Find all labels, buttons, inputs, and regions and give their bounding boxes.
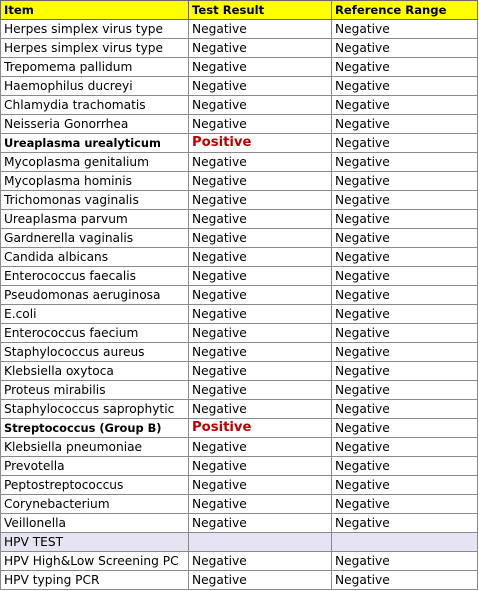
item-cell[interactable]: Veillonella <box>1 514 189 533</box>
reference-cell[interactable]: Negative <box>332 419 478 438</box>
item-cell[interactable]: Trichomonas vaginalis <box>1 191 189 210</box>
table-row <box>1 191 478 210</box>
result-cell[interactable]: Negative <box>189 153 332 172</box>
item-cell[interactable]: Enterococcus faecalis <box>1 267 189 286</box>
item-cell[interactable]: HPV TEST <box>1 533 189 552</box>
reference-cell[interactable]: Negative <box>332 210 478 229</box>
section-row <box>1 533 478 552</box>
result-cell[interactable]: Negative <box>189 115 332 134</box>
item-cell[interactable]: Ureaplasma parvum <box>1 210 189 229</box>
reference-cell[interactable] <box>332 533 478 552</box>
result-cell[interactable]: Negative <box>189 96 332 115</box>
item-cell[interactable]: Staphylococcus saprophytic <box>1 400 189 419</box>
item-cell[interactable]: Candida albicans <box>1 248 189 267</box>
table-row <box>1 229 478 248</box>
reference-cell[interactable]: Negative <box>332 286 478 305</box>
table-row <box>1 514 478 533</box>
item-cell[interactable]: HPV High&Low Screening PC <box>1 552 189 571</box>
item-cell[interactable]: Herpes simplex virus type <box>1 20 189 39</box>
item-cell[interactable]: Staphylococcus aureus <box>1 343 189 362</box>
result-cell[interactable]: Negative <box>189 457 332 476</box>
reference-cell[interactable]: Negative <box>332 134 478 153</box>
table-row <box>1 134 478 153</box>
reference-cell[interactable]: Negative <box>332 153 478 172</box>
reference-cell[interactable]: Negative <box>332 438 478 457</box>
table-row <box>1 305 478 324</box>
table-row <box>1 324 478 343</box>
item-cell[interactable]: Trepomema pallidum <box>1 58 189 77</box>
reference-cell[interactable]: Negative <box>332 58 478 77</box>
table-row <box>1 495 478 514</box>
result-cell[interactable]: Negative <box>189 438 332 457</box>
item-cell[interactable]: Proteus mirabilis <box>1 381 189 400</box>
column-header-test-result[interactable]: Test Result <box>189 1 332 20</box>
result-cell[interactable]: Negative <box>189 210 332 229</box>
table-row <box>1 248 478 267</box>
result-cell[interactable]: Positive <box>189 134 332 153</box>
reference-cell[interactable]: Negative <box>332 381 478 400</box>
table-row <box>1 552 478 571</box>
reference-cell[interactable]: Negative <box>332 172 478 191</box>
result-cell[interactable]: Negative <box>189 172 332 191</box>
reference-cell[interactable]: Negative <box>332 115 478 134</box>
result-cell[interactable]: Negative <box>189 191 332 210</box>
item-cell[interactable]: Mycoplasma hominis <box>1 172 189 191</box>
reference-cell[interactable]: Negative <box>332 305 478 324</box>
table-row <box>1 77 478 96</box>
table-body <box>1 20 478 590</box>
result-cell[interactable]: Negative <box>189 229 332 248</box>
result-cell[interactable]: Negative <box>189 20 332 39</box>
item-cell[interactable]: Herpes simplex virus type <box>1 39 189 58</box>
result-cell[interactable]: Negative <box>189 305 332 324</box>
table-row <box>1 39 478 58</box>
table-row <box>1 476 478 495</box>
reference-cell[interactable]: Negative <box>332 39 478 58</box>
reference-cell[interactable]: Negative <box>332 20 478 39</box>
result-cell[interactable]: Negative <box>189 552 332 571</box>
result-cell[interactable]: Negative <box>189 77 332 96</box>
item-cell[interactable]: Neisseria Gonorrhea <box>1 115 189 134</box>
reference-cell[interactable]: Negative <box>332 248 478 267</box>
reference-cell[interactable]: Negative <box>332 191 478 210</box>
table-row <box>1 286 478 305</box>
table-row <box>1 400 478 419</box>
reference-cell[interactable]: Negative <box>332 476 478 495</box>
table-row <box>1 457 478 476</box>
result-cell[interactable]: Negative <box>189 39 332 58</box>
item-cell[interactable]: E.coli <box>1 305 189 324</box>
reference-cell[interactable]: Negative <box>332 457 478 476</box>
result-cell[interactable] <box>189 533 332 552</box>
item-cell[interactable]: Prevotella <box>1 457 189 476</box>
table-row <box>1 343 478 362</box>
reference-cell[interactable]: Negative <box>332 552 478 571</box>
item-cell[interactable]: Pseudomonas aeruginosa <box>1 286 189 305</box>
reference-cell[interactable]: Negative <box>332 229 478 248</box>
result-cell[interactable]: Negative <box>189 343 332 362</box>
item-cell[interactable]: Peptostreptococcus <box>1 476 189 495</box>
reference-cell[interactable]: Negative <box>332 77 478 96</box>
result-cell[interactable]: Negative <box>189 58 332 77</box>
item-cell[interactable]: Gardnerella vaginalis <box>1 229 189 248</box>
result-cell[interactable]: Negative <box>189 400 332 419</box>
reference-cell[interactable]: Negative <box>332 362 478 381</box>
table-row <box>1 172 478 191</box>
item-cell[interactable]: Enterococcus faecium <box>1 324 189 343</box>
reference-cell[interactable]: Negative <box>332 514 478 533</box>
reference-cell[interactable]: Negative <box>332 343 478 362</box>
column-header-reference-range[interactable]: Reference Range <box>332 1 478 20</box>
table-row <box>1 96 478 115</box>
table-row <box>1 210 478 229</box>
table-header <box>1 1 478 20</box>
item-cell[interactable]: Chlamydia trachomatis <box>1 96 189 115</box>
reference-cell[interactable]: Negative <box>332 96 478 115</box>
table-row <box>1 571 478 590</box>
table-row <box>1 20 478 39</box>
result-cell[interactable]: Negative <box>189 324 332 343</box>
item-cell[interactable]: Klebsiella oxytoca <box>1 362 189 381</box>
table-row <box>1 267 478 286</box>
result-cell[interactable]: Negative <box>189 248 332 267</box>
table-row <box>1 381 478 400</box>
result-cell[interactable]: Negative <box>189 514 332 533</box>
result-cell[interactable]: Negative <box>189 286 332 305</box>
item-cell[interactable]: Haemophilus ducreyi <box>1 77 189 96</box>
table-row <box>1 115 478 134</box>
result-cell[interactable]: Negative <box>189 362 332 381</box>
item-cell[interactable]: Klebsiella pneumoniae <box>1 438 189 457</box>
item-cell[interactable]: Ureaplasma urealyticum <box>1 134 189 153</box>
result-cell[interactable]: Positive <box>189 419 332 438</box>
reference-cell[interactable]: Negative <box>332 495 478 514</box>
reference-cell[interactable]: Negative <box>332 267 478 286</box>
header-row <box>1 1 478 20</box>
result-cell[interactable]: Negative <box>189 267 332 286</box>
table-row <box>1 58 478 77</box>
item-cell[interactable]: Streptococcus (Group B) <box>1 419 189 438</box>
reference-cell[interactable]: Negative <box>332 324 478 343</box>
result-cell[interactable]: Negative <box>189 476 332 495</box>
table-row <box>1 438 478 457</box>
reference-cell[interactable]: Negative <box>332 400 478 419</box>
item-cell[interactable]: HPV typing PCR <box>1 571 189 590</box>
column-header-item[interactable]: Item <box>1 1 189 20</box>
table-row <box>1 419 478 438</box>
result-cell[interactable]: Negative <box>189 381 332 400</box>
result-cell[interactable]: Negative <box>189 571 332 590</box>
reference-cell[interactable]: Negative <box>332 571 478 590</box>
table-row <box>1 362 478 381</box>
table-row <box>1 153 478 172</box>
result-cell[interactable]: Negative <box>189 495 332 514</box>
item-cell[interactable]: Mycoplasma genitalium <box>1 153 189 172</box>
item-cell[interactable]: Corynebacterium <box>1 495 189 514</box>
